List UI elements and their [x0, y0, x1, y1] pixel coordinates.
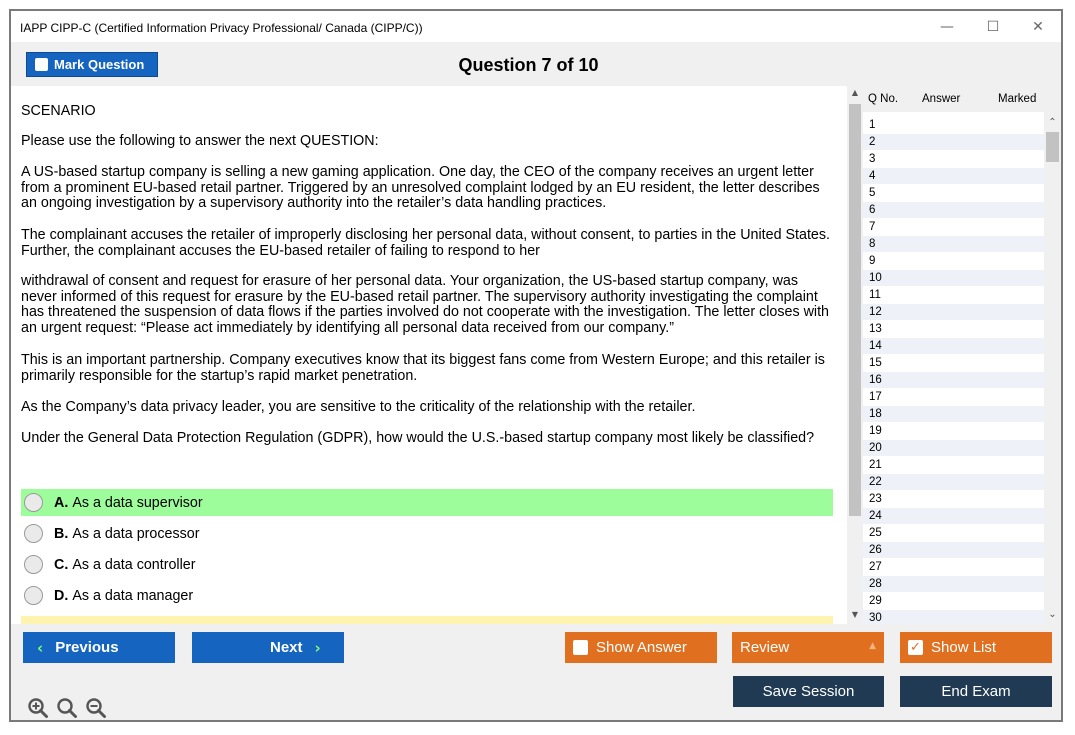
save-session-label: Save Session — [762, 683, 855, 700]
question-list-row[interactable]: 15 — [863, 355, 1044, 372]
question-list-row[interactable]: 26 — [863, 542, 1044, 559]
show-list-checkbox-checked-icon[interactable]: ✓ — [908, 640, 923, 655]
question-list-row[interactable]: 18 — [863, 406, 1044, 423]
previous-label: Previous — [55, 639, 119, 656]
show-list-button[interactable] — [900, 632, 1052, 663]
scroll-up-icon[interactable]: ▲ — [851, 88, 859, 97]
question-list-row[interactable]: 23 — [863, 491, 1044, 508]
option-letter: A. — [54, 494, 69, 511]
column-header-answer: Answer — [922, 93, 961, 105]
review-label: Review — [740, 639, 790, 656]
question-number-title: Question 7 of 10 — [458, 55, 599, 75]
answer-option-c[interactable] — [21, 551, 833, 578]
question-content — [11, 86, 847, 624]
footer-toolbar — [11, 624, 1061, 722]
list-scrollbar-thumb[interactable] — [1046, 132, 1059, 162]
column-header-marked: Marked — [998, 93, 1037, 105]
question-paragraph: The complainant accuses the retailer of improperly disclosing her personal data, without consent, to parties in the United States. Further, the complainant accuses the EU-based retailer of failing to respond to her — [21, 227, 831, 259]
question-list-row[interactable]: 12 — [863, 304, 1044, 321]
question-list-row[interactable]: 8 — [863, 236, 1044, 253]
close-icon[interactable]: ✕ — [1032, 19, 1044, 35]
radio-button[interactable] — [24, 493, 43, 512]
show-answer-checkbox-icon[interactable] — [573, 640, 588, 655]
content-scrollbar[interactable] — [847, 86, 863, 624]
question-list-row[interactable]: 24 — [863, 508, 1044, 525]
list-scroll-up-icon[interactable]: ⌃ — [1048, 117, 1057, 128]
review-dropdown[interactable] — [732, 632, 884, 663]
chevron-right-icon: › — [314, 638, 321, 657]
question-list-row[interactable]: 6 — [863, 202, 1044, 219]
question-list-row[interactable]: 4 — [863, 168, 1044, 185]
zoom-in-icon[interactable] — [27, 697, 49, 719]
question-list-header — [863, 86, 1044, 112]
question-list-row[interactable]: 25 — [863, 525, 1044, 542]
question-list-row[interactable]: 7 — [863, 219, 1044, 236]
dropdown-arrow-icon: ▲ — [869, 641, 876, 651]
zoom-reset-icon[interactable] — [56, 697, 78, 719]
question-list-row[interactable]: 21 — [863, 457, 1044, 474]
question-list-row[interactable]: 2 — [863, 134, 1044, 151]
column-header-qno: Q No. — [868, 93, 899, 105]
answer-option-d[interactable] — [21, 582, 833, 609]
question-list-row[interactable]: 17 — [863, 389, 1044, 406]
question-list-scrollbar[interactable] — [1044, 112, 1061, 624]
end-exam-label: End Exam — [941, 683, 1011, 700]
window-title: IAPP CIPP-C (Certified Information Privacy Professional/ Canada (CIPP/C)) — [20, 21, 423, 35]
question-list-row[interactable]: 1 — [863, 117, 1044, 134]
question-list-row[interactable]: 11 — [863, 287, 1044, 304]
question-list-row[interactable]: 28 — [863, 576, 1044, 593]
question-list-row[interactable]: 16 — [863, 372, 1044, 389]
question-list-row[interactable]: 20 — [863, 440, 1044, 457]
next-button[interactable] — [192, 632, 344, 663]
question-list-row[interactable]: 29 — [863, 593, 1044, 610]
answer-explanation-strip — [21, 616, 833, 624]
previous-button[interactable] — [23, 632, 175, 663]
question-list-row[interactable]: 22 — [863, 474, 1044, 491]
question-paragraph: A US-based startup company is selling a new gaming application. One day, the CEO of the company receives an urgent letter from a prominent EU-based retail partner. Triggered by an unresolved complaint lodged by an EU resident, the letter describes an ongoing investigation by a supervisory authority into the retailer’s data handling practices. — [21, 164, 820, 211]
mark-question-label: Mark Question — [54, 57, 145, 72]
question-stem: Under the General Data Protection Regulation (GDPR), how would the U.S.-based startup company most likely be classified? — [21, 430, 815, 446]
question-list-row[interactable]: 9 — [863, 253, 1044, 270]
option-text: As a data controller — [72, 556, 196, 573]
question-list-row[interactable]: 14 — [863, 338, 1044, 355]
scroll-down-icon[interactable]: ▼ — [851, 610, 859, 619]
option-letter: D. — [54, 587, 69, 604]
question-list-row[interactable]: 27 — [863, 559, 1044, 576]
option-letter: C. — [54, 556, 69, 573]
list-scroll-down-icon[interactable]: ⌄ — [1048, 609, 1057, 620]
show-answer-button[interactable] — [565, 632, 717, 663]
radio-button[interactable] — [24, 524, 43, 543]
radio-button[interactable] — [24, 555, 43, 574]
question-list-row[interactable]: 13 — [863, 321, 1044, 338]
question-paragraph: Please use the following to answer the next QUESTION: — [21, 133, 379, 149]
save-session-button[interactable] — [733, 676, 884, 707]
option-text: As a data processor — [72, 525, 200, 542]
show-answer-label: Show Answer — [596, 639, 687, 656]
scrollbar-thumb[interactable] — [849, 104, 861, 516]
option-text: As a data supervisor — [72, 494, 203, 511]
minimize-icon[interactable]: — — [940, 19, 954, 35]
show-list-label: Show List — [931, 639, 997, 656]
question-header — [11, 42, 1061, 86]
question-list-row[interactable]: 10 — [863, 270, 1044, 287]
question-list-row[interactable]: 3 — [863, 151, 1044, 168]
title-bar — [11, 11, 1061, 42]
scenario-heading: SCENARIO — [21, 103, 96, 119]
question-paragraph: As the Company’s data privacy leader, you are sensitive to the criticality of the relationship with the retailer. — [21, 399, 696, 415]
question-list-row[interactable]: 30 — [863, 610, 1044, 624]
app-window — [9, 9, 1063, 722]
answer-option-a[interactable] — [21, 489, 833, 516]
answer-option-b[interactable] — [21, 520, 833, 547]
maximize-icon[interactable]: ☐ — [986, 19, 1000, 35]
question-list-rows — [863, 117, 1044, 624]
end-exam-button[interactable] — [900, 676, 1052, 707]
radio-button[interactable] — [24, 586, 43, 605]
next-label: Next — [270, 639, 303, 656]
option-letter: B. — [54, 525, 69, 542]
chevron-left-icon: ‹ — [37, 638, 44, 657]
question-list-row[interactable]: 19 — [863, 423, 1044, 440]
option-text: As a data manager — [72, 587, 194, 604]
question-list-table — [863, 86, 1044, 624]
question-list-panel — [863, 86, 1061, 624]
question-paragraph: This is an important partnership. Company executives know that its biggest fans come from Western Europe; and this retailer is primarily responsible for the startup’s rapid market penetration. — [21, 352, 825, 384]
question-paragraph: withdrawal of consent and request for erasure of her personal data. Your organization, the US-based startup company, was never informed of this request for erasure by the EU-based retail partner. The supervisory authority investigating the complaint has threatened the suspension of data flows if the parties involved do not cooperate with the investigation. The letter closes with an urgent request: “Please act immediately by identifying all personal data received from our company.” — [21, 273, 829, 336]
question-list-row[interactable]: 5 — [863, 185, 1044, 202]
zoom-out-icon[interactable] — [85, 697, 107, 719]
